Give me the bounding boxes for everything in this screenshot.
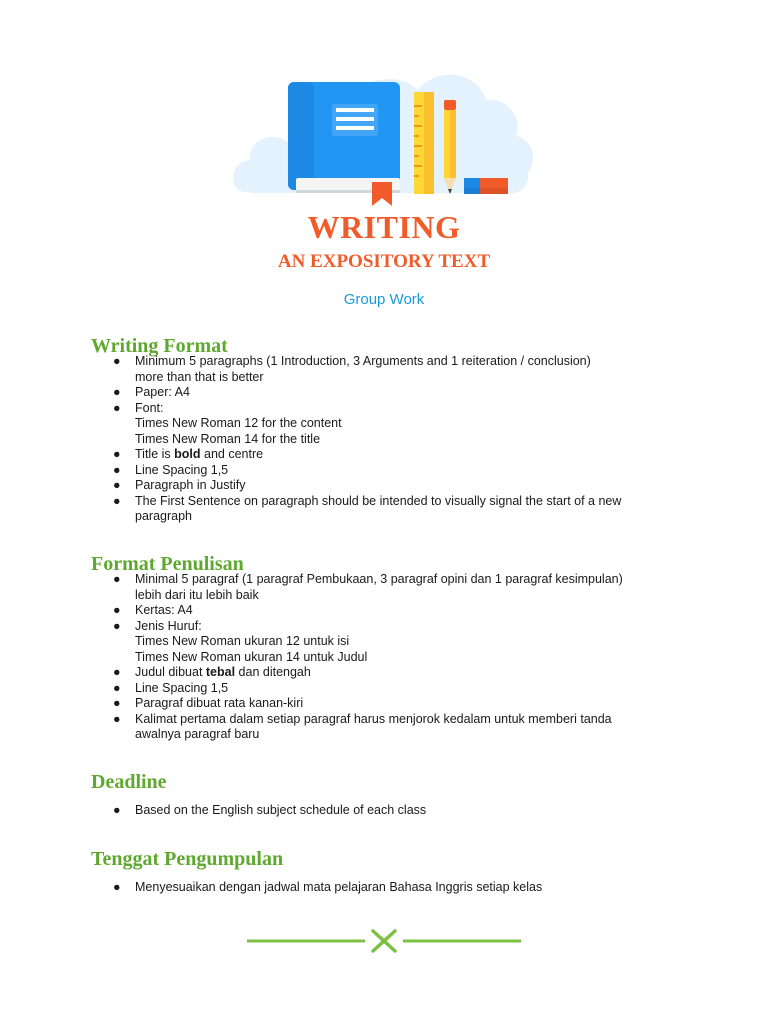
- bullet-icon: ●: [113, 880, 121, 894]
- bullet-list: [91, 572, 679, 743]
- bullet-icon: ●: [113, 478, 121, 492]
- writing-illustration: [228, 60, 540, 210]
- pencil-icon: [444, 100, 456, 194]
- list-item: ● Paper: A4: [113, 385, 190, 399]
- list-item: ● Paragraph in Justify: [113, 478, 246, 492]
- bullet-icon: ●: [113, 400, 121, 415]
- list-item: ● Judul dibuat tebal dan ditengah: [113, 665, 311, 679]
- bullet-icon: ●: [113, 680, 121, 695]
- bullet-icon: ●: [113, 447, 121, 461]
- bullet-icon: ●: [113, 696, 121, 710]
- list-item: ● Kalimat pertama dalam setiap paragraf harus menjorok kedalam untuk memberi tanda awalnya paragraf baru: [113, 711, 612, 741]
- section-format-penulisan: [91, 553, 679, 743]
- list-item: ● Font: Times New Roman 12 for the content Times New Roman 14 for the title: [113, 400, 342, 446]
- bullet-icon: ●: [113, 711, 121, 726]
- list-item: ● Title is bold and centre: [113, 447, 264, 461]
- eraser-icon: [464, 178, 508, 194]
- bullet-icon: ●: [113, 803, 121, 817]
- section-deadline: [91, 771, 679, 819]
- list-item: ● Minimum 5 paragraphs (1 Introduction, 3 Arguments and 1 reiteration / conclusion) more than that is better: [113, 354, 591, 384]
- bullet-icon: ●: [113, 385, 121, 399]
- bullet-icon: ●: [113, 462, 121, 477]
- list-item: ● Based on the English subject schedule of each class: [113, 803, 427, 817]
- bullet-icon: ●: [113, 572, 121, 586]
- bullet-icon: ●: [113, 665, 121, 679]
- bullet-icon: ●: [113, 493, 121, 508]
- cross-divider-icon: [247, 926, 521, 956]
- bullet-list: [91, 354, 679, 525]
- section-tenggat-pengumpulan: [91, 848, 679, 896]
- list-item: ● Paragraf dibuat rata kanan-kiri: [113, 696, 304, 710]
- bullet-list: [91, 880, 679, 896]
- page-title: WRITING: [307, 209, 461, 245]
- bold-text: tebal: [205, 665, 236, 679]
- section-heading: Writing Format: [91, 335, 228, 357]
- book-icon: [288, 82, 400, 193]
- bullet-icon: ●: [113, 603, 121, 617]
- list-item: ● Minimal 5 paragraf (1 paragraf Pembukaan, 3 paragraf opini dan 1 paragraf kesimpulan) lebih dari itu lebih baik: [113, 572, 623, 602]
- bold-text: bold: [174, 447, 201, 461]
- bullet-list: [91, 803, 679, 819]
- list-item: ● Line Spacing 1,5: [113, 680, 229, 695]
- section-heading: Deadline: [91, 771, 167, 793]
- group-label: Group Work: [343, 291, 425, 308]
- list-item: ● Kertas: A4: [113, 603, 193, 617]
- list-item: ● Jenis Huruf: Times New Roman ukuran 12 untuk isi Times New Roman ukuran 14 untuk Judul: [113, 618, 368, 664]
- section-writing-format: [91, 335, 679, 525]
- bullet-icon: ●: [113, 618, 121, 633]
- list-item: ● The First Sentence on paragraph should be intended to visually signal the start of a new paragraph: [113, 493, 622, 523]
- section-heading: Format Penulisan: [91, 553, 244, 575]
- list-item: ● Menyesuaikan dengan jadwal mata pelajaran Bahasa Inggris setiap kelas: [113, 880, 543, 894]
- section-heading: Tenggat Pengumpulan: [91, 848, 284, 870]
- ruler-icon: [414, 92, 434, 194]
- page-subtitle: AN EXPOSITORY TEXT: [277, 251, 491, 272]
- list-item: ● Line Spacing 1,5: [113, 462, 229, 477]
- bullet-icon: ●: [113, 354, 121, 368]
- bookmark-icon: [372, 182, 392, 206]
